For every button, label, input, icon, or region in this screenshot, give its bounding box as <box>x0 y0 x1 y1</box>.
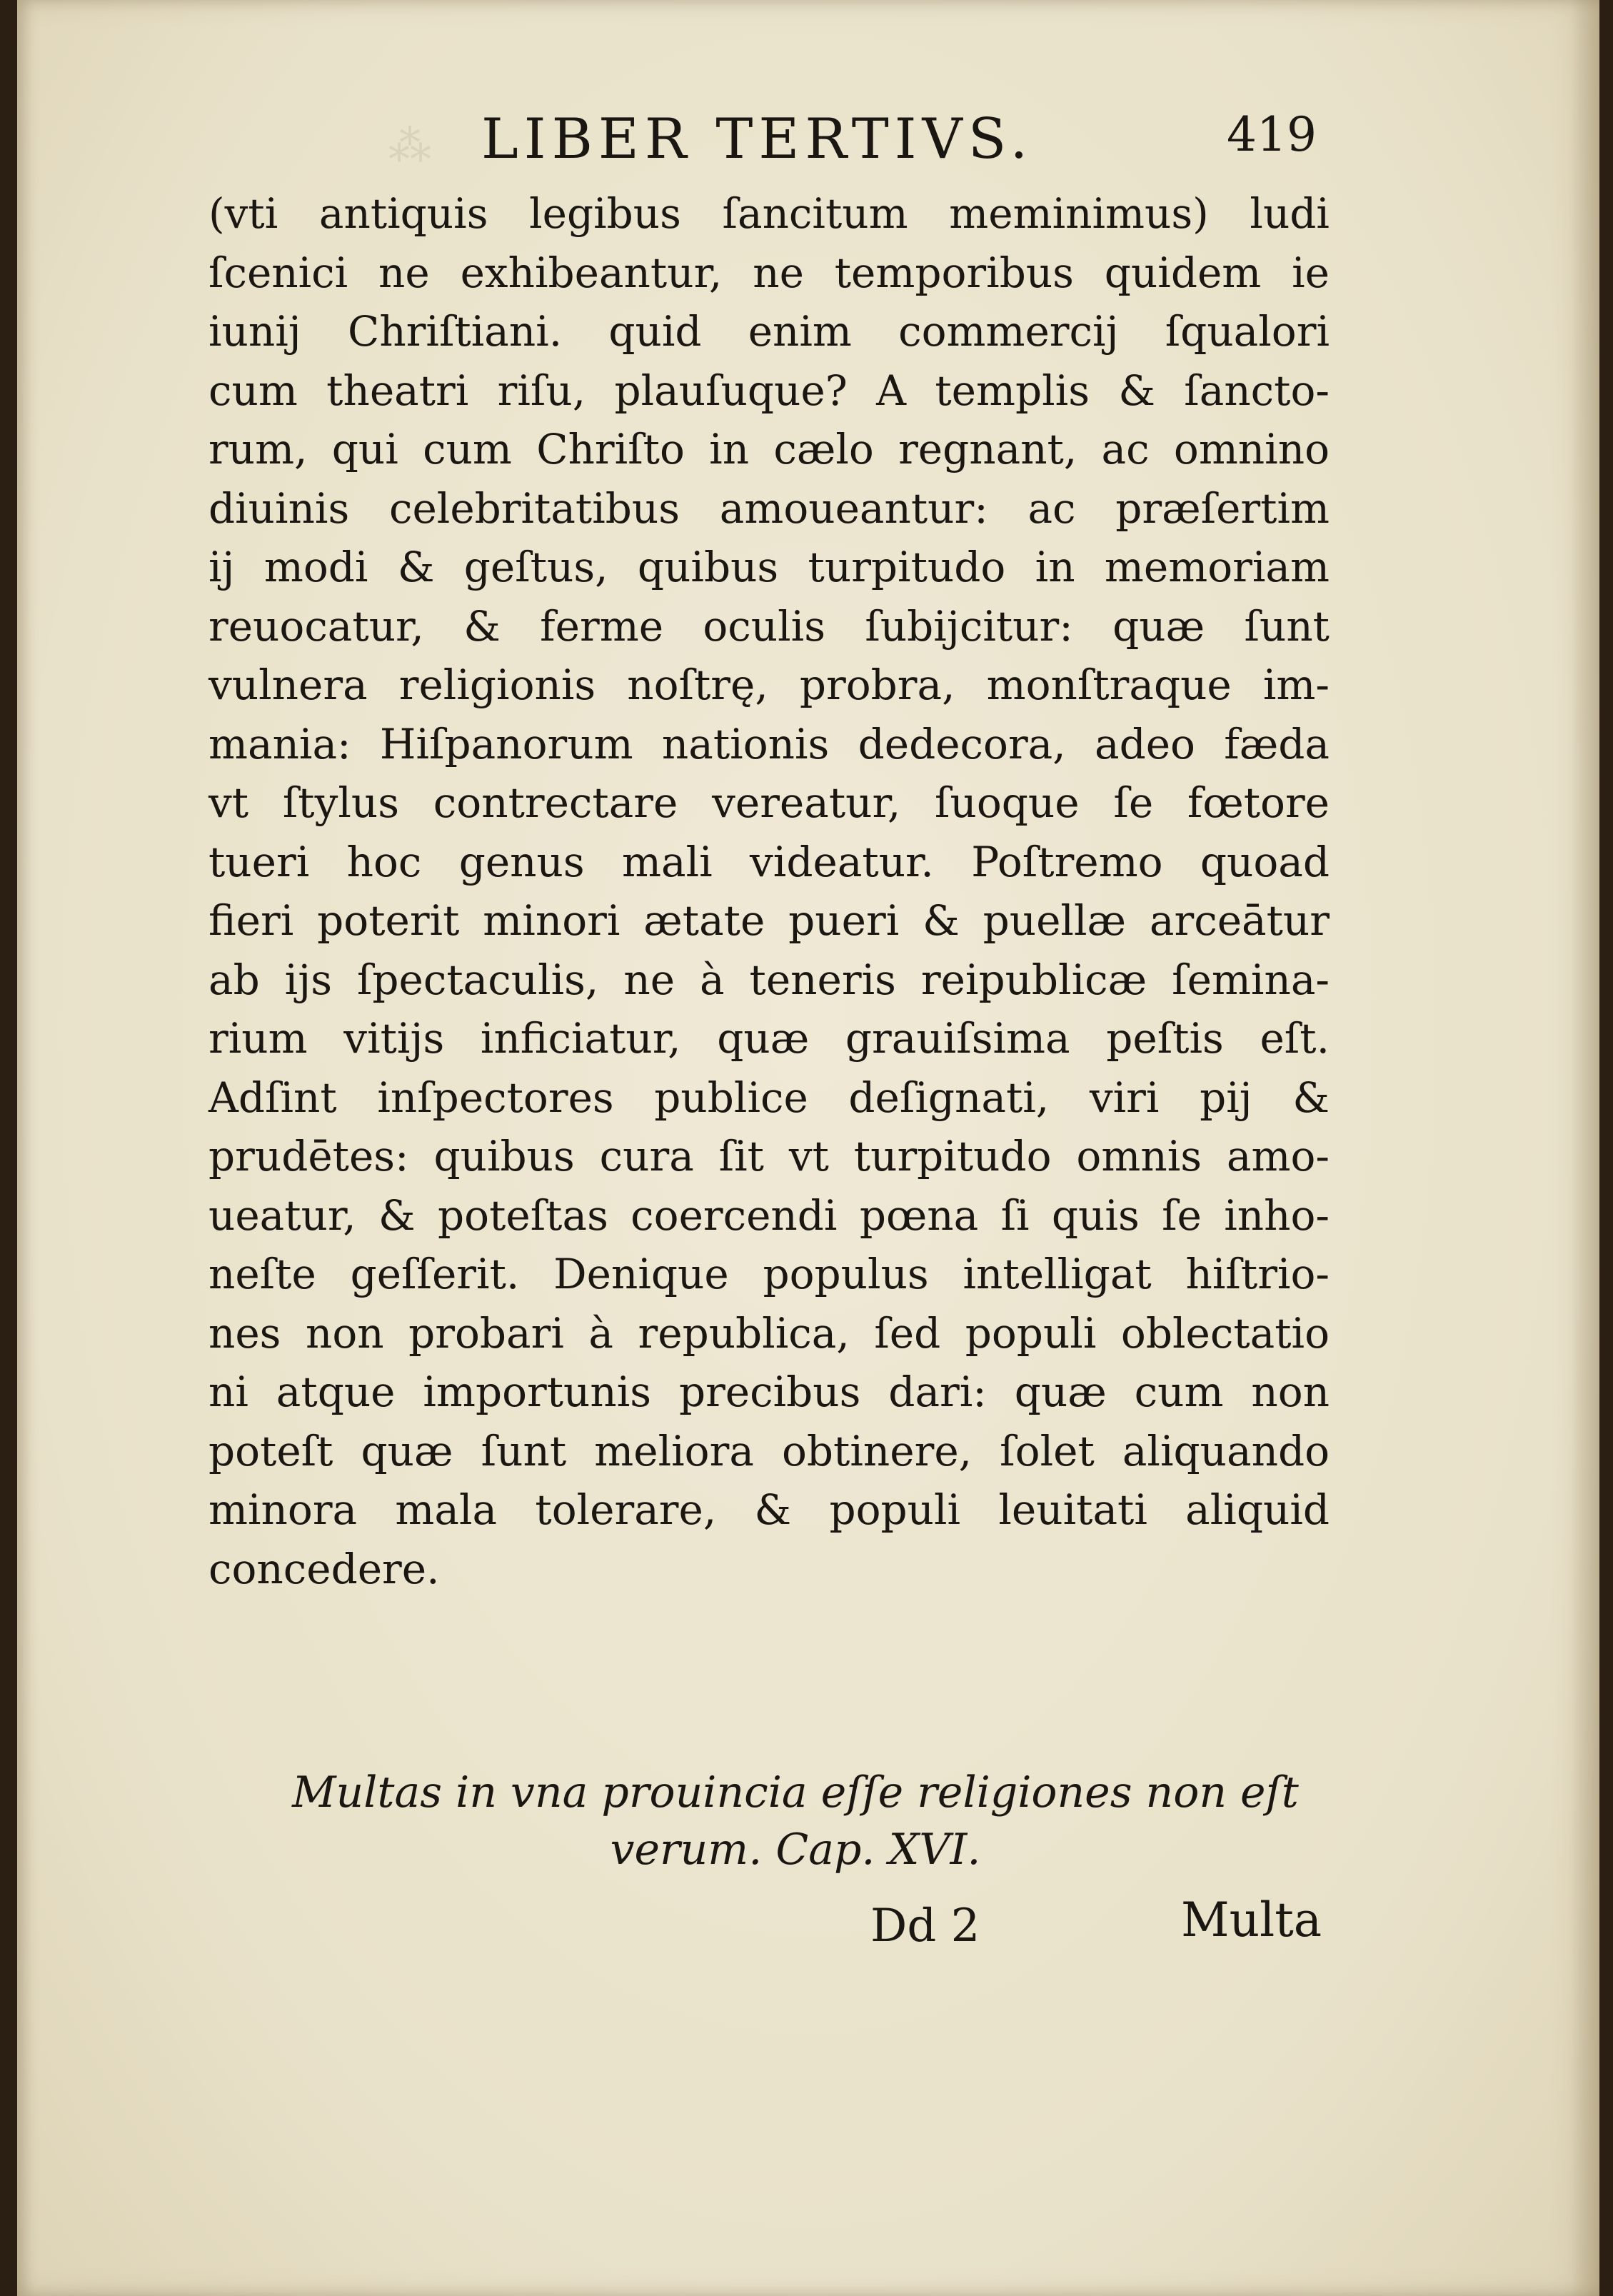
text-line: tueri hoc genus mali videatur. Poſtremo quoad <box>208 837 1330 886</box>
text-line: ij modi & geſtus, quibus turpitudo in memoriam <box>208 543 1330 591</box>
text-line: vulnera religionis noſtrę, probra, monſtraque im- <box>208 661 1330 709</box>
signature-mark: Dd 2 <box>870 1900 980 1952</box>
text-line: diuinis celebritatibus amoueantur: ac præſertim <box>208 483 1330 533</box>
text-line: vt ſtylus contrectare vereatur, ſuoque ſe fœtore <box>208 778 1330 827</box>
page-edge-shadow <box>1571 0 1599 2296</box>
text-line: reuocatur, & ferme oculis ſubijcitur: quæ ſunt <box>208 601 1330 651</box>
text-line: rum, qui cum Chriſto in cælo regnant, ac omnino <box>208 425 1330 473</box>
text-line: prudētes: quibus cura ſit vt turpitudo omnis amo- <box>208 1132 1330 1180</box>
text-line: ni atque importunis precibus dari: quæ cum non <box>208 1368 1330 1416</box>
text-line: concedere. <box>208 1544 440 1593</box>
text-line: neſte geſſerit. Denique populus intelligat hiſtrio- <box>208 1250 1330 1298</box>
body-text <box>208 184 1330 1598</box>
chapter-heading <box>288 1764 1302 1878</box>
text-line: (vti antiquis legibus ſancitum meminimus) ludi <box>208 189 1330 238</box>
page-header <box>481 107 1324 186</box>
text-line: ab ijs ſpectaculis, ne à teneris reipublicæ ſemina- <box>208 955 1330 1004</box>
chapter-heading-line: verum. Cap. XVI. <box>610 1825 981 1875</box>
text-line: cum theatri riſu, plauſuque? A templis & ſancto- <box>208 366 1330 415</box>
book-page <box>17 0 1599 2296</box>
show-through-text: ⁂ <box>388 121 431 171</box>
text-line: poteſt quæ ſunt meliora obtinere, ſolet aliquando <box>208 1426 1330 1475</box>
running-head: LIBER TERTIVS. <box>481 107 1034 171</box>
text-line: ueatur, & poteſtas coercendi pœna ſi quis ſe inho- <box>208 1190 1330 1240</box>
text-line: mania: Hiſpanorum nationis dedecora, adeo fæda <box>208 719 1330 768</box>
chapter-heading-line: Multas in vna prouincia eſſe religiones non eſt <box>292 1768 1299 1818</box>
catchword: Multa <box>1181 1893 1322 1947</box>
text-line: iunij Chriſtiani. quid enim commercij ſqualori <box>208 307 1330 356</box>
text-line: fieri poterit minori ætate pueri & puellæ arceātur <box>208 896 1330 945</box>
text-line: Adſint inſpectores publice deſignati, viri pij & <box>208 1073 1330 1122</box>
page-number: 419 <box>1227 107 1317 162</box>
text-line: minora mala tolerare, & populi leuitati aliquid <box>208 1485 1330 1534</box>
text-line: ſcenici ne exhibeantur, ne temporibus quidem ie <box>208 248 1330 297</box>
text-line: rium vitijs inficiatur, quæ grauiſsima peſtis eſt. <box>208 1014 1330 1063</box>
text-line: nes non probari à republica, ſed populi oblectatio <box>208 1308 1330 1358</box>
